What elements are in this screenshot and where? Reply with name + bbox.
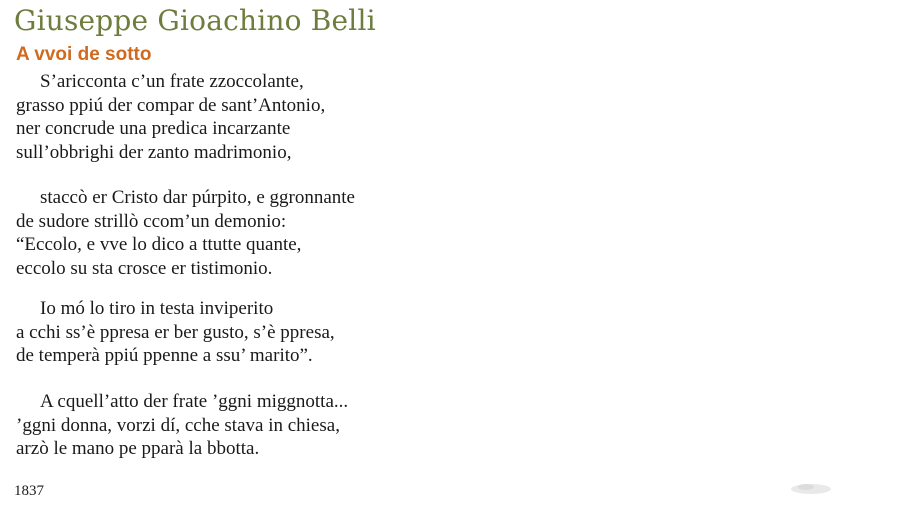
verse-line: grasso ppiú der compar de sant’Antonio, xyxy=(16,94,326,116)
decorative-smudge xyxy=(788,478,834,496)
verse-line: ner concrude una predica incarzante xyxy=(16,118,291,139)
verse-line: eccolo su sta crosce er tistimonio. xyxy=(16,257,273,279)
stanza-3-italian xyxy=(16,297,335,368)
verse-line: a cchi ss’è ppresa er ber gusto, s’è ppresa, xyxy=(16,321,335,343)
stanza-2-italian xyxy=(16,186,355,280)
author-name-italian: Giuseppe Gioachino Belli xyxy=(14,4,376,37)
verse-line: S’aricconta c’un frate zzoccolante, xyxy=(40,71,304,92)
poem-title-italian: A vvoi de sotto xyxy=(16,44,152,65)
verse-line: ’ggni donna, vorzi dí, cche stava in chiesa, xyxy=(16,414,340,436)
stanza-1-italian xyxy=(16,70,325,164)
verse-line: A cquell’atto der frate ’ggni miggnotta... xyxy=(40,391,349,412)
verse-line: “Eccolo, e vve lo dico a ttutte quante, xyxy=(16,234,302,255)
verse-line: staccò er Cristo dar púrpito, e ggronnante xyxy=(40,187,355,208)
verse-line: arzò le mano pe pparà la bbotta. xyxy=(16,438,260,459)
verse-line: Io mó lo tiro in testa inviperito xyxy=(40,298,274,319)
verse-line: de sudore strillò ccom’un demonio: xyxy=(16,210,287,232)
poem-year: 1837 xyxy=(14,483,44,499)
stanza-4-italian xyxy=(16,390,348,461)
verse-line: de temperà ppiú ppenne a ssu’ marito”. xyxy=(16,345,313,366)
verse-line: sull’obbrighi der zanto madrimonio, xyxy=(16,141,292,163)
